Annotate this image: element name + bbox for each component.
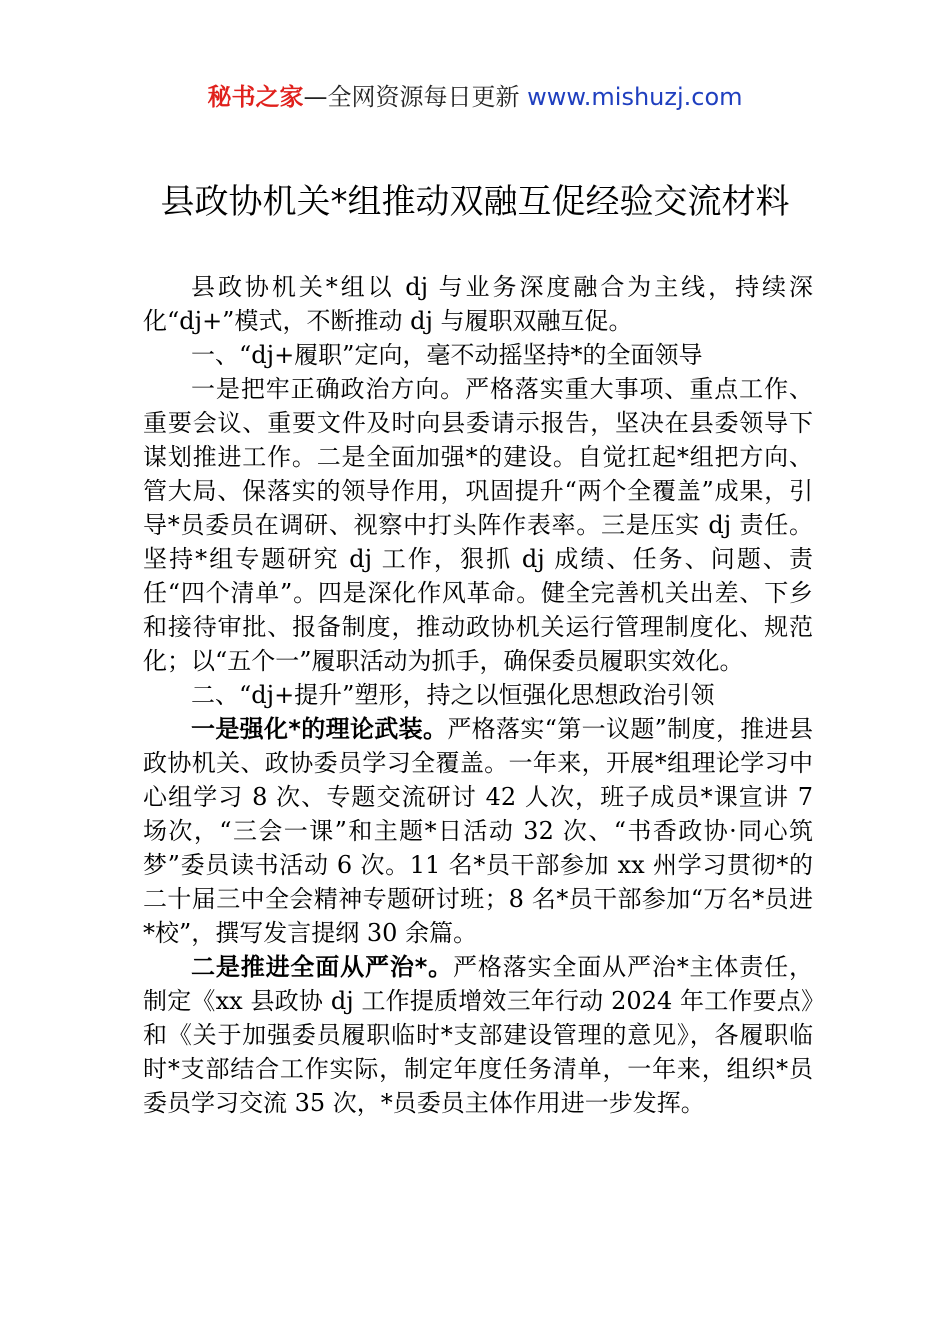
site-banner: [0, 80, 950, 114]
paragraph-2-text: 严格落实全面从严治*主体责任，制定《xx 县政协 dj 工作提质增效三年行动 2024 年工作要点》和《关于加强委员履职临时*支部建设管理的意见》，各履职临时*支部结合工作实际，制定年度任务清单，一年来，组织*员委员学习交流 35 次，*员委员主体作用进一步发挥。: [143, 953, 813, 1117]
site-tagline: —全网资源每日更新: [303, 83, 528, 111]
intro-paragraph: 县政协机关*组以 dj 与业务深度融合为主线，持续深化“dj+”模式，不断推动 dj 与履职双融互促。: [143, 273, 813, 335]
section-1-heading: 一、“dj+履职”定向，毫不动摇坚持*的全面领导: [191, 341, 703, 369]
section-1-paragraph: 一是把牢正确政治方向。严格落实重大事项、重点工作、重要会议、重要文件及时向县委请示报告，坚决在县委领导下谋划推进工作。二是全面加强*的建设。自觉扛起*组把方向、管大局、保落实的领导作用，巩固提升“两个全覆盖”成果，引导*员委员在调研、视察中打头阵作表率。三是压实 dj 责任。坚持*组专题研究 dj 工作，狠抓 dj 成绩、任务、问题、责任“四个清单”。四是深化作风革命。健全完善机关出差、下乡和接待审批、报备制度，推动政协机关运行管理制度化、规范化；以“五个一”履职活动为抓手，确保委员履职实效化。: [143, 375, 813, 675]
paragraph-1-text: 严格落实“第一议题”制度，推进县政协机关、政协委员学习全覆盖。一年来，开展*组理论学习中心组学习 8 次、专题交流研讨 42 人次，班子成员*课宣讲 7 场次，“三会一课”和主题*日活动 32 次、“书香政协·同心筑梦”委员读书活动 6 次。11 名*员干部参加 xx 州学习贯彻*的二十届三中全会精神专题研讨班；8 名*员干部参加“万名*员进*校”，撰写发言提纲 30 余篇。: [143, 715, 813, 947]
site-brand: 秘书之家: [207, 83, 304, 111]
site-url-link[interactable]: www.mishuzj.com: [527, 83, 743, 111]
paragraph-2-lead: 二是推进全面从严治*。: [191, 953, 453, 981]
paragraph-1-lead: 一是强化*的理论武装。: [191, 715, 448, 743]
document-body: [143, 270, 813, 1120]
section-2-heading: 二、“dj+提升”塑形，持之以恒强化思想政治引领: [191, 681, 715, 709]
section-2-paragraph-1: [143, 712, 813, 950]
section-2-paragraph-2: [143, 950, 813, 1120]
document-title: 县政协机关*组推动双融互促经验交流材料: [160, 182, 790, 222]
